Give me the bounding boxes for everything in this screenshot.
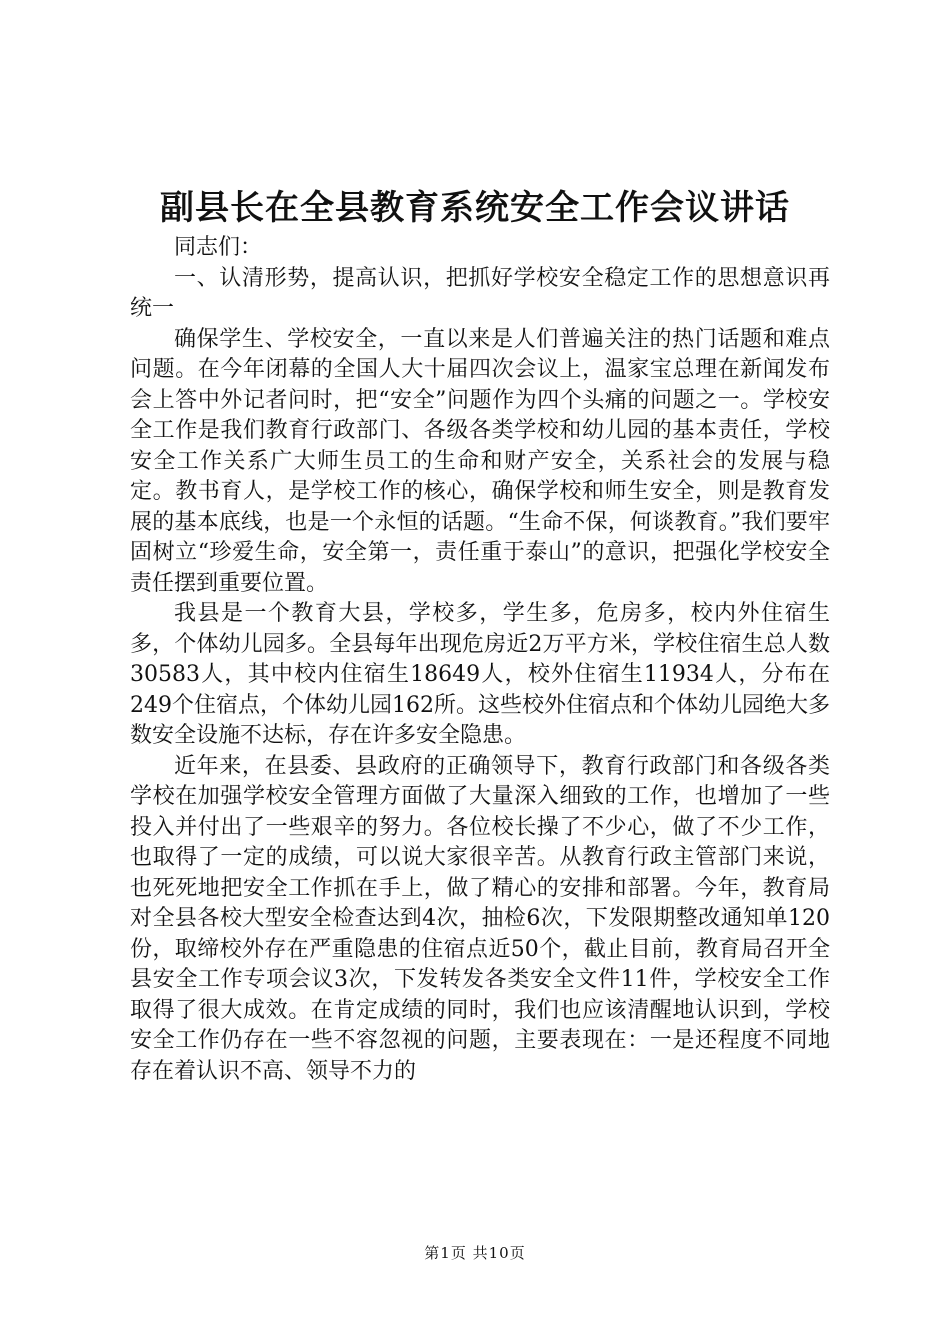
salutation: 同志们：: [174, 235, 263, 260]
paragraph: 确保学生、学校安全，一直以来是人们普遍关注的热门话题和难点问题。在今年闭幕的全国人大十届四次会议上，温家宝总理在新闻发布会上答中外记者问时，把“安全”问题作为四个头痛的问题之一。学校安全工作是我们教育行政部门、各级各类学校和幼儿园的基本责任，学校安全工作关系广大师生员工的生命和财产安全，关系社会的发展与稳定。教书育人，是学校工作的核心，确保学校和师生安全，则是教育发展的基本底线，也是一个永恒的话题。“生命不保，何谈教育。”我们要牢固树立“珍爱生命，安全第一，责任重于泰山”的意识，把强化学校安全责任摆到重要位置。: [130, 326, 830, 596]
document-body: [130, 233, 830, 1087]
paragraph: 我县是一个教育大县，学校多，学生多，危房多，校内外住宿生多，个体幼儿园多。全县每年出现危房近2万平方米，学校住宿生总人数30583人，其中校内住宿生18649人，校外住宿生11934人，分布在249个住宿点，个体幼儿园162所。这些校外住宿点和个体幼儿园绝大多数安全设施不达标，存在许多安全隐患。: [130, 601, 830, 748]
page-footer: 第1页 共10页: [424, 1244, 526, 1262]
paragraph-heading-1: 一、认清形势，提高认识，把抓好学校安全稳定工作的思想意识再统一: [130, 265, 830, 321]
paragraph: 近年来，在县委、县政府的正确领导下，教育行政部门和各级各类学校在加强学校安全管理方面做了大量深入细致的工作，也增加了一些投入并付出了一些艰辛的努力。各位校长操了不少心，做了不少工作，也取得了一定的成绩，可以说大家很辛苦。从教育行政主管部门来说，也死死地把安全工作抓在手上，做了精心的安排和部署。今年，教育局对全县各校大型安全检查达到4次，抽检6次，下发限期整改通知单120份，取缔校外存在严重隐患的住宿点近50个，截止目前，教育局召开全县安全工作专项会议3次，下发转发各类安全文件11件，学校安全工作取得了很大成效。在肯定成绩的同时，我们也应该清醒地认识到，学校安全工作仍存在一些不容忽视的问题，主要表现在：一是还程度不同地存在着认识不高、领导不力的: [130, 753, 830, 1084]
document-title: 副县长在全县教育系统安全工作会议讲话: [160, 188, 790, 228]
